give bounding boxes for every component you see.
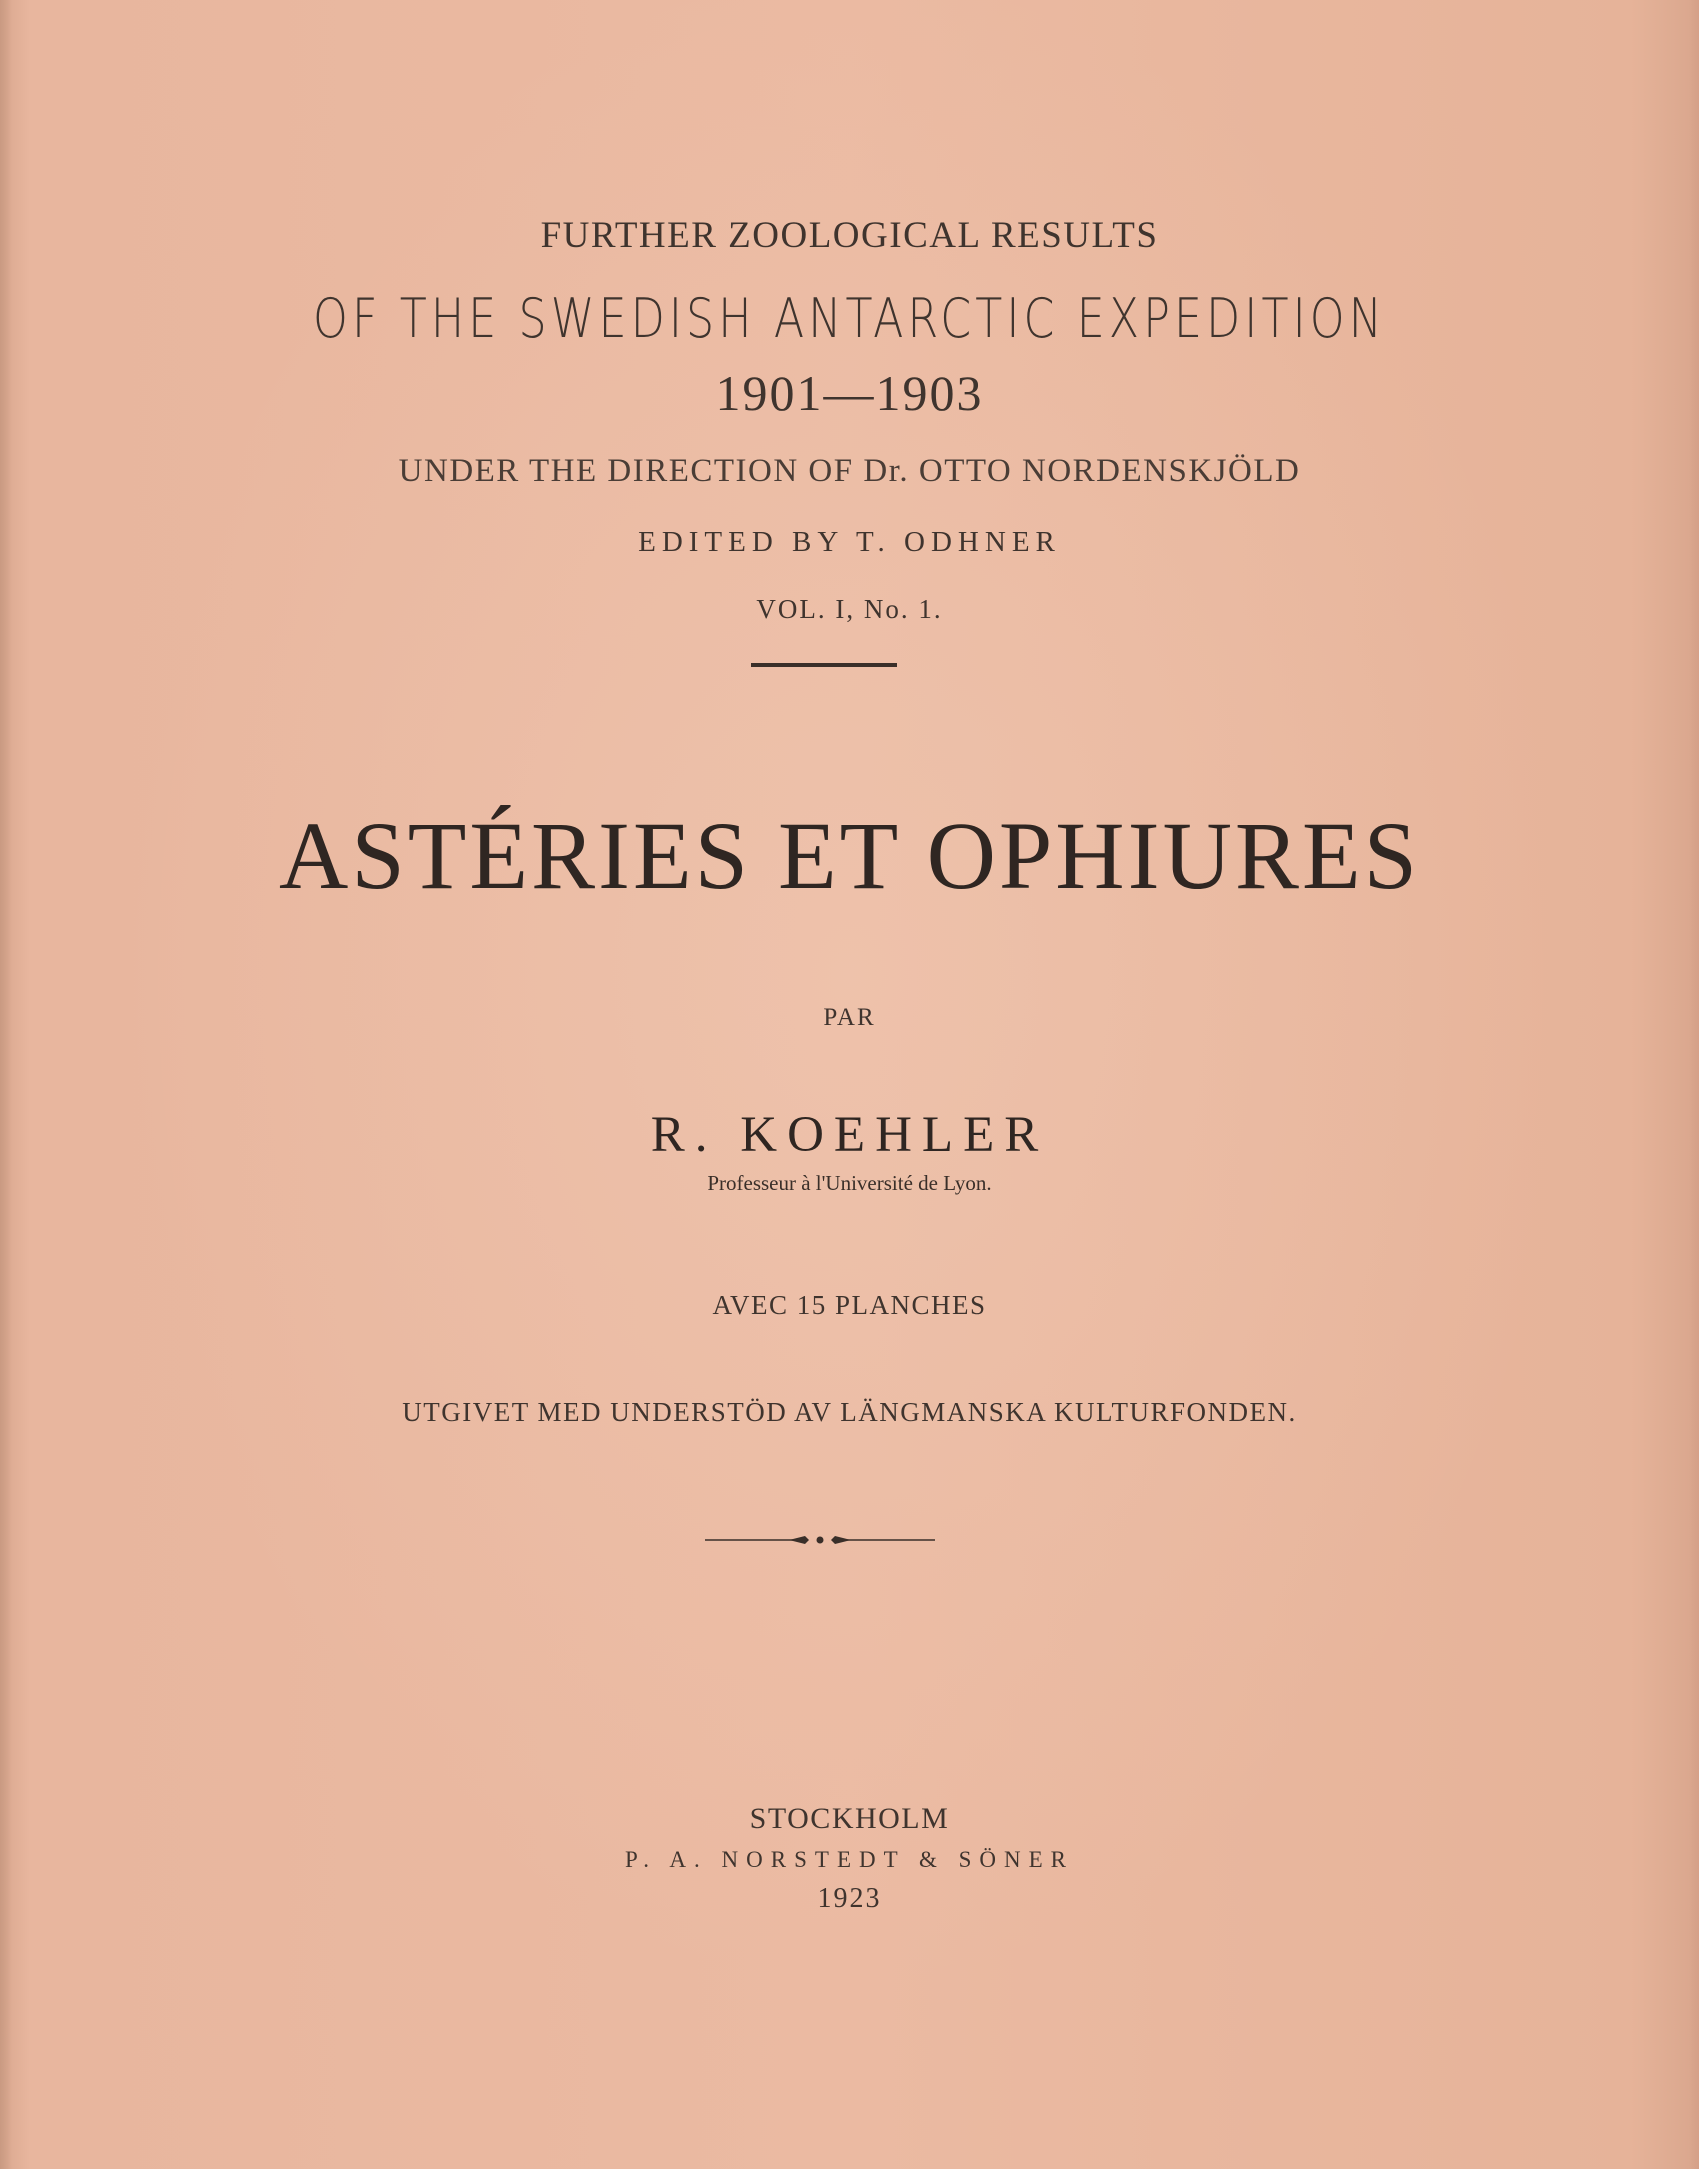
publisher: P. A. NORSTEDT & SÖNER <box>624 1847 1075 1872</box>
direction-line: UNDER THE DIRECTION OF Dr. OTTO NORDENSKJÖLD <box>398 453 1301 489</box>
work-title: ASTÉRIES ET OPHIURES <box>279 802 1420 909</box>
series-title-line1: FURTHER ZOOLOGICAL RESULTS <box>540 215 1159 256</box>
series-years: 1901—1903 <box>715 365 984 421</box>
page-edge-left <box>0 0 12 2169</box>
plates-line: AVEC 15 PLANCHES <box>712 1290 987 1320</box>
divider-rule <box>751 663 897 667</box>
support-line: UTGIVET MED UNDERSTÖD AV LÄNGMANSKA KULTURFONDEN. <box>402 1397 1297 1427</box>
page-edge-right <box>1689 0 1699 2169</box>
editor-line: EDITED BY T. ODHNER <box>638 526 1061 558</box>
ornament-divider <box>705 1530 935 1550</box>
publication-place: STOCKHOLM <box>749 1802 950 1835</box>
author-name: R. KOEHLER <box>650 1107 1049 1163</box>
volume-line: VOL. I, No. 1. <box>756 594 943 624</box>
publication-year: 1923 <box>817 1883 882 1914</box>
par-label: PAR <box>823 1004 876 1031</box>
series-title-line2: OF THE SWEDISH ANTARCTIC EXPEDITION <box>313 287 1386 350</box>
author-affiliation: Professeur à l'Université de Lyon. <box>707 1171 992 1195</box>
